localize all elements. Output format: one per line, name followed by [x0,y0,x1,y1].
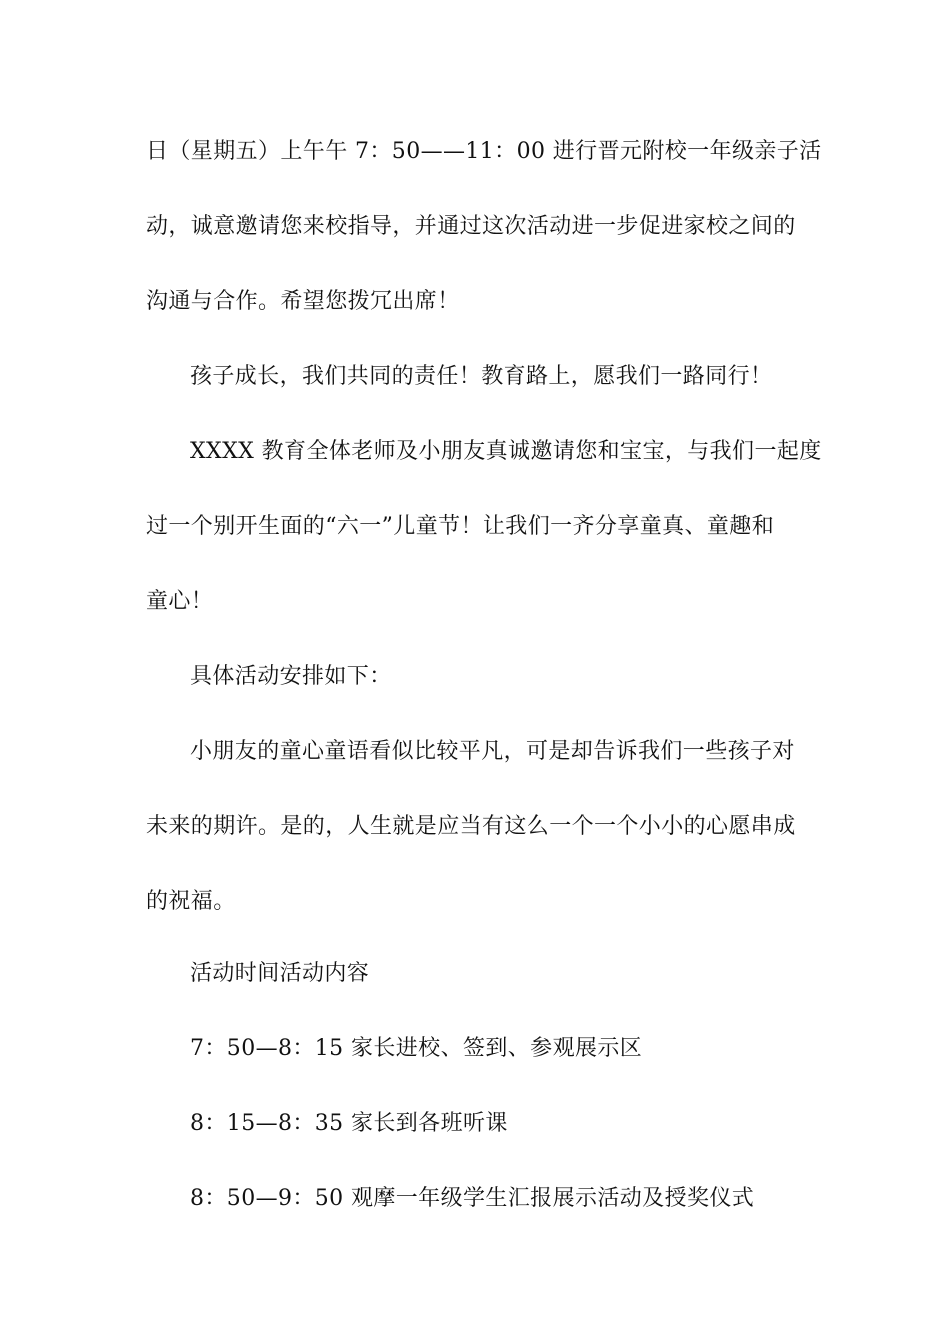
schedule-line: 8：50—9：50 观摩一年级学生汇报展示活动及授奖仪式 [190,1186,755,1211]
paragraph-line: 日（星期五）上午午 7：50——11：00 进行晋元附校一年级亲子活 [146,139,822,164]
paragraph-line: 过一个别开生面的“六一”儿童节！让我们一齐分享童真、童趣和 [146,514,775,539]
paragraph-line: 具体活动安排如下： [190,664,392,689]
paragraph-line: 孩子成长，我们共同的责任！教育路上，愿我们一路同行！ [190,364,773,389]
paragraph-line: 动，诚意邀请您来校指导，并通过这次活动进一步促进家校之间的 [146,214,796,239]
paragraph-line: XXXX 教育全体老师及小朋友真诚邀请您和宝宝，与我们一起度 [190,439,822,464]
paragraph-line: 活动时间活动内容 [190,961,370,986]
paragraph-line: 的祝福。 [146,889,236,914]
schedule-line: 8：15—8：35 家长到各班听课 [190,1111,508,1136]
paragraph-line: 沟通与合作。希望您拨冗出席！ [146,289,460,314]
paragraph-line: 未来的期许。是的，人生就是应当有这么一个一个小小的心愿串成 [146,814,796,839]
paragraph-line: 小朋友的童心童语看似比较平凡，可是却告诉我们一些孩子对 [190,739,795,764]
paragraph-line: 童心！ [146,589,214,614]
schedule-line: 7：50—8：15 家长进校、签到、参观展示区 [190,1036,643,1061]
